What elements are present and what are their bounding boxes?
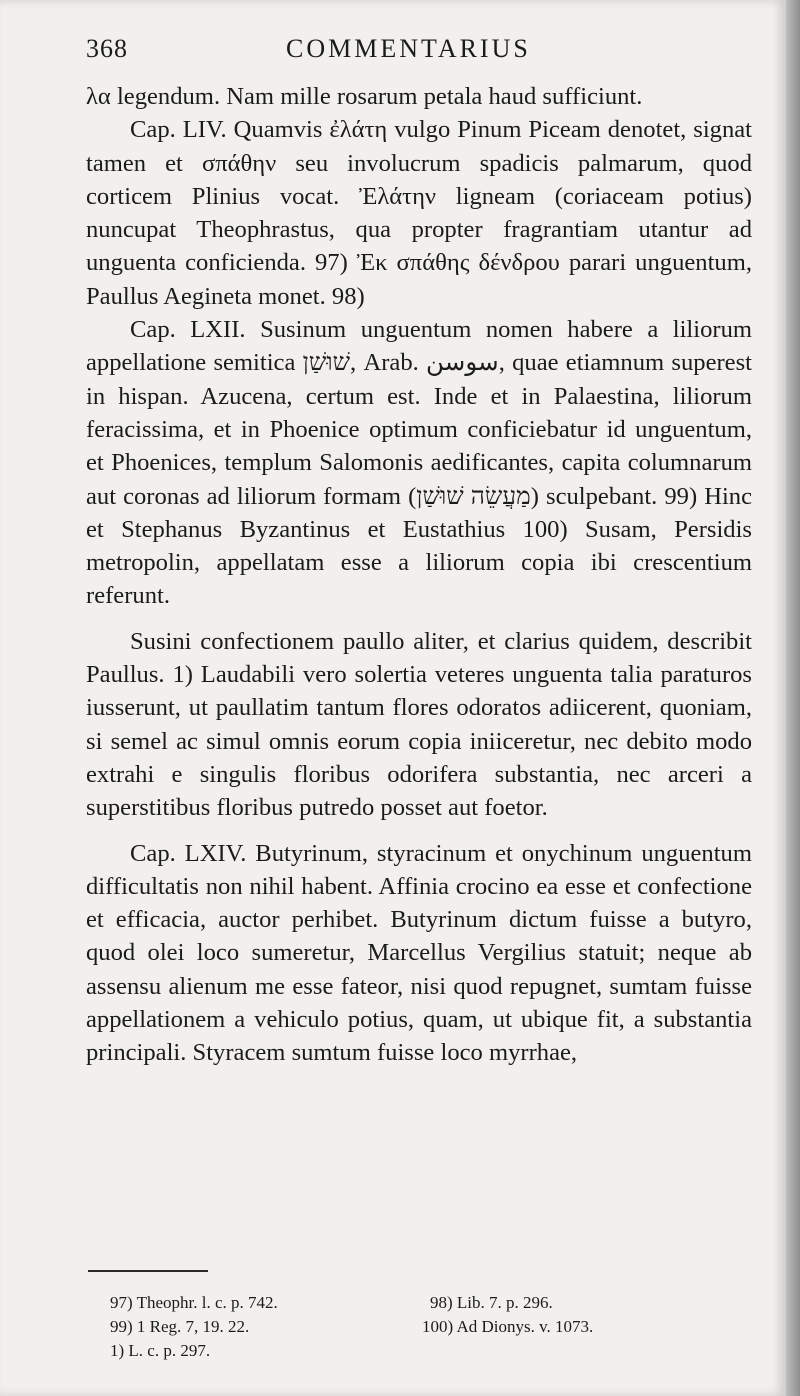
footnote-rule [88, 1270, 208, 1272]
paragraph-cap-liv: Cap. LIV. Quamvis ἐλάτη vulgo Pinum Piceam denotet, signat tamen et σπάθην seu involucrum spadicis palmarum, quod corticem Plinius vocat. Ἐλάτην ligneam (coriaceam potius) nuncupat Theophrastus, qua propter fragrantiam utantur ad unguenta conficienda. 97) Ἐκ σπάθης δένδρου parari unguentum, Paullus Aegineta monet. 98) [86, 116, 752, 310]
paragraph-susini: Susini confectionem paullo aliter, et clarius quidem, describit Paullus. 1) Laudabili vero solertia veteres unguenta talia paraturos iusserunt, ut paullatim tantum flores odoratos adiicerent, quoniam, si semel ac simul omnis eorum copia iniiceretur, nec debito modo extrahi e singulis floribus odorifera substantia, nec arceri a superstitibus floribus putredo posset aut foetor. [86, 627, 752, 822]
page-number: 368 [86, 34, 128, 63]
running-head: COMMENTARIUS [286, 34, 531, 63]
paragraph-cap-lxii: Cap. LXII. Susinum unguentum nomen habere a liliorum appellatione semitica שׁוּשַׁן, Arab. سوسن, quae etiamnum superest in hispan. Azucena, certum est. Inde et in Palaestina, liliorum feracissima, et in Phoenice optimum conficiebatur id unguentum, et Phoenices, templum Salomonis aedificantes, capita columnarum aut coronas ad liliorum formam (מַעֲשֵׂה שׁוּשַׁן) sculpebant. 99) Hinc et Stephanus Byzantinus et Eustathius 100) Susam, Persidis metropolin, appellatam esse a liliorum copia ibi crescentium referunt. [86, 316, 753, 610]
main-text [86, 80, 752, 1070]
footnote-99: 99) 1 Reg. 7, 19. 22. [110, 1317, 250, 1336]
page-edge [786, 0, 800, 1396]
footnote-100: 100) Ad Dionys. v. 1073. [422, 1317, 594, 1336]
paragraph-cap-lxiv: Cap. LXIV. Butyrinum, styracinum et onychinum unguentum difficultatis non nihil habent. Affinia crocino ea esse et confectione et efficacia, auctor perhibet. Butyrinum dictum fuisse a butyro, quod olei loco sumeretur, Marcellus Vergilius statuit; neque ab assensu alienum me esse fateor, nisi quod repugnet, sumtam fuisse appellationem a vehiculo potius, quam, ut ubique fit, a substantia principali. Styracem sumtum fuisse loco myrrhae, [86, 839, 752, 1067]
footnote-97: 97) Theophr. l. c. p. 742. [110, 1293, 278, 1312]
footnote-98: 98) Lib. 7. p. 296. [430, 1293, 553, 1312]
page-header [86, 28, 746, 68]
paragraph-continuation: λα legendum. Nam mille rosarum petala haud sufficiunt. [86, 83, 643, 110]
footnote-1: 1) L. c. p. 297. [110, 1341, 211, 1360]
